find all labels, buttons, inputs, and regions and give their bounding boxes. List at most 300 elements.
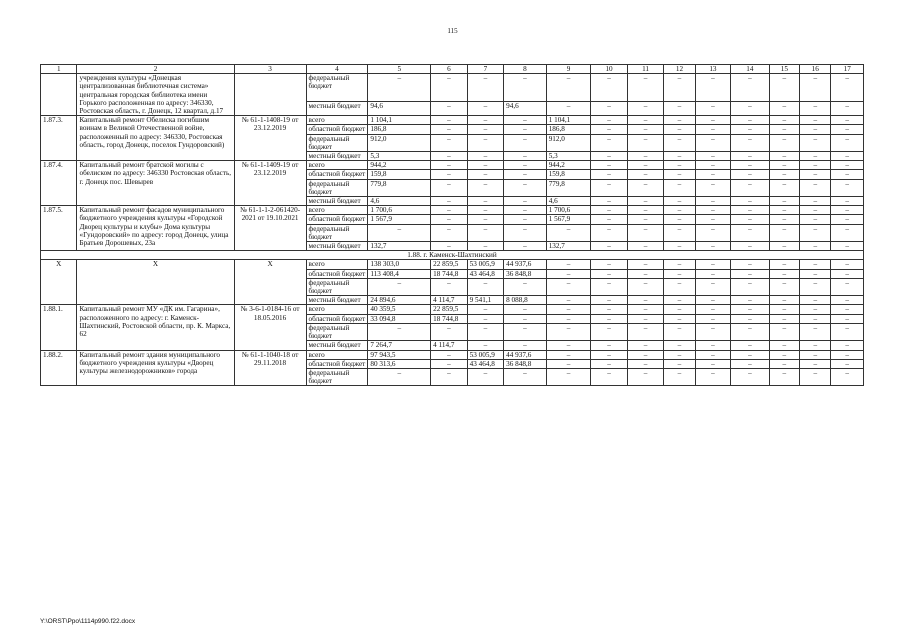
value-cell: – [627,125,663,134]
value-cell: – [431,134,467,151]
value-cell: – [664,305,695,314]
value-cell: – [731,359,770,368]
value-cell: 43 464,8 [467,359,503,368]
value-cell: – [546,305,591,314]
value-cell: – [800,161,831,170]
value-cell: 4,6 [546,197,591,206]
value-cell: – [769,323,799,340]
value-cell: – [731,179,770,196]
value-cell: – [504,215,547,224]
value-cell: – [664,314,695,323]
value-cell: – [800,224,831,241]
value-cell: – [695,101,730,116]
value-cell: – [591,179,627,196]
value-cell: – [695,323,730,340]
value-cell: – [591,161,627,170]
value-cell: – [769,224,799,241]
value-cell: – [831,314,864,323]
value-cell: – [731,170,770,179]
value-cell: – [731,269,770,278]
value-cell: – [800,260,831,269]
value-cell: – [504,368,547,385]
file-path-footer: Y:\ORST\Ppo\1114p990.f22.docx [40,618,136,625]
value-cell: 5,3 [546,152,591,161]
funding-source: всего [306,305,368,314]
item-number: 1.88.1. [41,305,77,350]
funding-source: местный бюджет [306,197,368,206]
value-cell: – [664,74,695,101]
value-cell: – [769,161,799,170]
value-cell: 1 700,6 [368,206,431,215]
value-cell: – [800,269,831,278]
value-cell: – [695,206,730,215]
value-cell: 43 464,8 [467,269,503,278]
value-cell: – [831,269,864,278]
value-cell: – [695,260,730,269]
item-document: № 3-6-1-0184-16 от 18.05.2016 [234,305,306,350]
value-cell: – [664,242,695,251]
value-cell: – [431,224,467,241]
value-cell: – [769,179,799,196]
value-cell: – [504,134,547,151]
value-cell: – [467,242,503,251]
value-cell: – [467,179,503,196]
value-cell: – [831,125,864,134]
table-row [41,350,864,359]
section-header-row [41,251,864,260]
funding-source: областной бюджет [306,125,368,134]
value-cell: – [467,341,503,350]
funding-source: областной бюджет [306,314,368,323]
value-cell: – [664,101,695,116]
value-cell: – [664,269,695,278]
value-cell: – [769,368,799,385]
value-cell: – [627,296,663,305]
value-cell: 138 303,0 [368,260,431,269]
value-cell: – [800,359,831,368]
value-cell: – [546,101,591,116]
value-cell: – [627,368,663,385]
value-cell: – [627,101,663,116]
value-cell: – [769,197,799,206]
value-cell: – [591,74,627,101]
value-cell: – [731,314,770,323]
value-cell: – [504,161,547,170]
value-cell: – [769,74,799,101]
value-cell: – [546,323,591,340]
value-cell: – [467,323,503,340]
page-number: 115 [447,27,458,35]
value-cell: 7 264,7 [368,341,431,350]
value-cell: – [664,350,695,359]
funding-source: местный бюджет [306,296,368,305]
value-cell: 9 541,1 [467,296,503,305]
value-cell: 186,8 [546,125,591,134]
value-cell: – [591,197,627,206]
value-cell: – [800,74,831,101]
value-cell: – [467,278,503,295]
table-row [41,206,864,215]
value-cell: – [431,74,467,101]
table-row [41,116,864,125]
value-cell: – [731,134,770,151]
item-number: 1.88.2. [41,350,77,386]
value-cell: – [769,101,799,116]
value-cell: – [546,368,591,385]
value-cell: – [504,224,547,241]
section-title: 1.88. г. Каменск-Шахтинский [41,251,864,260]
funding-source: местный бюджет [306,152,368,161]
value-cell: 44 937,6 [504,260,547,269]
item-document: № 61-1-1408-19 от 23.12.2019 [234,116,306,161]
value-cell: 4 114,7 [431,341,467,350]
value-cell: – [504,152,547,161]
column-header: 14 [731,65,770,74]
value-cell: – [800,242,831,251]
value-cell: – [431,368,467,385]
value-cell: – [800,134,831,151]
value-cell: – [831,197,864,206]
value-cell: – [664,278,695,295]
value-cell: – [769,341,799,350]
value-cell: 912,0 [368,134,431,151]
value-cell: – [664,341,695,350]
value-cell: – [731,278,770,295]
column-header: 5 [368,65,431,74]
funding-source: федеральный бюджет [306,74,368,101]
value-cell: – [504,341,547,350]
funding-source: всего [306,350,368,359]
value-cell: – [695,170,730,179]
column-header: 3 [234,65,306,74]
column-header: 6 [431,65,467,74]
value-cell: – [769,215,799,224]
value-cell: 1 567,9 [368,215,431,224]
value-cell: – [664,179,695,196]
value-cell: – [591,359,627,368]
value-cell: – [546,224,591,241]
value-cell: – [546,260,591,269]
value-cell: – [591,152,627,161]
value-cell: – [695,296,730,305]
funding-source: всего [306,116,368,125]
funding-source: местный бюджет [306,341,368,350]
table-row [41,260,864,269]
column-number-header [41,65,864,74]
funding-source: местный бюджет [306,101,368,116]
value-cell: – [504,116,547,125]
value-cell: – [591,296,627,305]
value-cell: – [731,101,770,116]
value-cell: – [695,134,730,151]
value-cell: – [467,116,503,125]
value-cell: – [431,197,467,206]
value-cell: – [731,368,770,385]
table-row [41,74,864,101]
value-cell: – [695,359,730,368]
value-cell: – [546,314,591,323]
value-cell: – [831,305,864,314]
value-cell: – [800,350,831,359]
value-cell: – [731,197,770,206]
item-name: Х [77,260,234,305]
value-cell: – [546,278,591,295]
value-cell: – [800,152,831,161]
value-cell: – [467,305,503,314]
value-cell: 1 700,6 [546,206,591,215]
value-cell: – [431,101,467,116]
value-cell: – [627,341,663,350]
value-cell: 5,3 [368,152,431,161]
value-cell: – [664,125,695,134]
value-cell: – [591,125,627,134]
value-cell: – [695,215,730,224]
column-header: 10 [591,65,627,74]
column-header: 17 [831,65,864,74]
value-cell: – [431,215,467,224]
value-cell: – [431,152,467,161]
item-document [234,74,306,116]
value-cell: – [627,314,663,323]
value-cell: – [591,368,627,385]
value-cell: – [504,314,547,323]
value-cell: – [695,116,730,125]
value-cell: 36 848,8 [504,269,547,278]
value-cell: 912,0 [546,134,591,151]
value-cell: – [731,215,770,224]
item-name: Капитальный ремонт здания муниципального бюджетного учреждения культуры «Дворец культуры железнодорожников» города [77,350,234,386]
value-cell: – [627,215,663,224]
value-cell: – [664,224,695,241]
value-cell: – [591,242,627,251]
value-cell: 80 313,6 [368,359,431,368]
value-cell: – [591,101,627,116]
value-cell: – [467,125,503,134]
value-cell: 159,8 [368,170,431,179]
value-cell: – [769,269,799,278]
value-cell: – [591,206,627,215]
value-cell: – [800,305,831,314]
value-cell: – [769,314,799,323]
value-cell: 53 005,9 [467,350,503,359]
value-cell: – [467,215,503,224]
value-cell: – [731,305,770,314]
value-cell: – [627,269,663,278]
value-cell: – [731,74,770,101]
value-cell: – [664,206,695,215]
value-cell: – [664,170,695,179]
value-cell: – [769,260,799,269]
value-cell: – [831,359,864,368]
value-cell: – [664,323,695,340]
value-cell: – [504,179,547,196]
value-cell: 1 104,1 [546,116,591,125]
item-document: Х [234,260,306,305]
item-name: Капитальный ремонт фасадов муниципального бюджетного учреждения культуры «Городской Дворец культуры и клубы» Дома культуры «Гундоровский» по адресу: город Донецк, улица Братьев Дорошевых, 23а [77,206,234,251]
value-cell: – [467,161,503,170]
funding-source: областной бюджет [306,359,368,368]
funding-source: всего [306,161,368,170]
value-cell: – [831,242,864,251]
value-cell: – [591,134,627,151]
value-cell: – [731,341,770,350]
value-cell: – [769,305,799,314]
value-cell: – [831,179,864,196]
value-cell: – [591,215,627,224]
value-cell: – [627,323,663,340]
value-cell: – [800,125,831,134]
value-cell: 944,2 [546,161,591,170]
value-cell: – [664,215,695,224]
item-number: Х [41,260,77,305]
item-number: 1.87.5. [41,206,77,251]
value-cell: – [467,101,503,116]
value-cell: 22 859,5 [431,260,467,269]
value-cell: – [627,278,663,295]
value-cell: – [546,341,591,350]
value-cell: – [664,260,695,269]
value-cell: – [368,74,431,101]
value-cell: – [664,359,695,368]
value-cell: – [695,350,730,359]
value-cell: – [769,116,799,125]
value-cell: – [731,260,770,269]
value-cell: – [431,116,467,125]
value-cell: – [831,161,864,170]
value-cell: 4 114,7 [431,296,467,305]
funding-source: федеральный бюджет [306,323,368,340]
value-cell: – [664,368,695,385]
value-cell: – [731,206,770,215]
value-cell: – [731,152,770,161]
funding-source: областной бюджет [306,269,368,278]
value-cell: – [695,179,730,196]
value-cell: – [831,260,864,269]
value-cell: 113 408,4 [368,269,431,278]
value-cell: – [800,296,831,305]
value-cell: – [831,206,864,215]
value-cell: – [695,224,730,241]
column-header: 7 [467,65,503,74]
value-cell: – [769,134,799,151]
value-cell: – [504,242,547,251]
value-cell: – [800,179,831,196]
value-cell: – [831,278,864,295]
table-row [41,161,864,170]
funding-source: федеральный бюджет [306,224,368,241]
value-cell: – [769,278,799,295]
value-cell: 53 005,9 [467,260,503,269]
value-cell: – [546,359,591,368]
value-cell: – [731,224,770,241]
value-cell: – [467,152,503,161]
value-cell: 779,8 [546,179,591,196]
value-cell: – [731,116,770,125]
column-header: 13 [695,65,730,74]
value-cell: – [467,74,503,101]
value-cell: – [467,134,503,151]
value-cell: 94,6 [368,101,431,116]
budget-table [40,64,864,386]
value-cell: – [627,206,663,215]
value-cell: – [800,368,831,385]
value-cell: – [431,170,467,179]
value-cell: 22 859,5 [431,305,467,314]
value-cell: – [769,152,799,161]
value-cell: – [627,179,663,196]
value-cell: – [431,125,467,134]
value-cell: – [591,314,627,323]
value-cell: – [431,323,467,340]
value-cell: – [695,197,730,206]
value-cell: – [769,350,799,359]
value-cell: – [627,170,663,179]
column-header: 11 [627,65,663,74]
funding-source: федеральный бюджет [306,179,368,196]
value-cell: – [695,341,730,350]
value-cell: – [695,368,730,385]
item-document: № 61-1-1409-19 от 23.12.2019 [234,161,306,206]
funding-source: федеральный бюджет [306,368,368,385]
value-cell: – [467,224,503,241]
value-cell: – [368,323,431,340]
value-cell: – [546,74,591,101]
value-cell: – [831,116,864,125]
value-cell: – [627,197,663,206]
funding-source: федеральный бюджет [306,278,368,295]
value-cell: – [431,179,467,196]
value-cell: – [504,170,547,179]
value-cell: – [627,359,663,368]
value-cell: 18 744,8 [431,314,467,323]
value-cell: 186,8 [368,125,431,134]
value-cell: – [831,341,864,350]
value-cell: – [591,260,627,269]
column-header: 2 [77,65,234,74]
value-cell: – [664,152,695,161]
value-cell: – [731,296,770,305]
value-cell: – [504,125,547,134]
column-header: 1 [41,65,77,74]
item-name: Капитальный ремонт братской могилы с обелиском по адресу: 346330 Ростовская область, г. Донецк пос. Шевырев [77,161,234,206]
value-cell: 132,7 [368,242,431,251]
value-cell: – [504,197,547,206]
value-cell: – [591,278,627,295]
value-cell: 132,7 [546,242,591,251]
funding-source: всего [306,206,368,215]
value-cell: – [695,161,730,170]
value-cell: – [731,242,770,251]
value-cell: – [664,161,695,170]
value-cell: – [504,206,547,215]
value-cell: – [831,170,864,179]
column-header: 9 [546,65,591,74]
value-cell: – [627,161,663,170]
value-cell: – [431,359,467,368]
value-cell: – [368,368,431,385]
value-cell: – [664,197,695,206]
value-cell: 4,6 [368,197,431,206]
value-cell: – [695,74,730,101]
value-cell: – [546,296,591,305]
value-cell: – [831,350,864,359]
funding-source: всего [306,260,368,269]
value-cell: – [431,242,467,251]
value-cell: 1 567,9 [546,215,591,224]
column-header: 15 [769,65,799,74]
value-cell: 40 359,5 [368,305,431,314]
value-cell: 8 088,8 [504,296,547,305]
